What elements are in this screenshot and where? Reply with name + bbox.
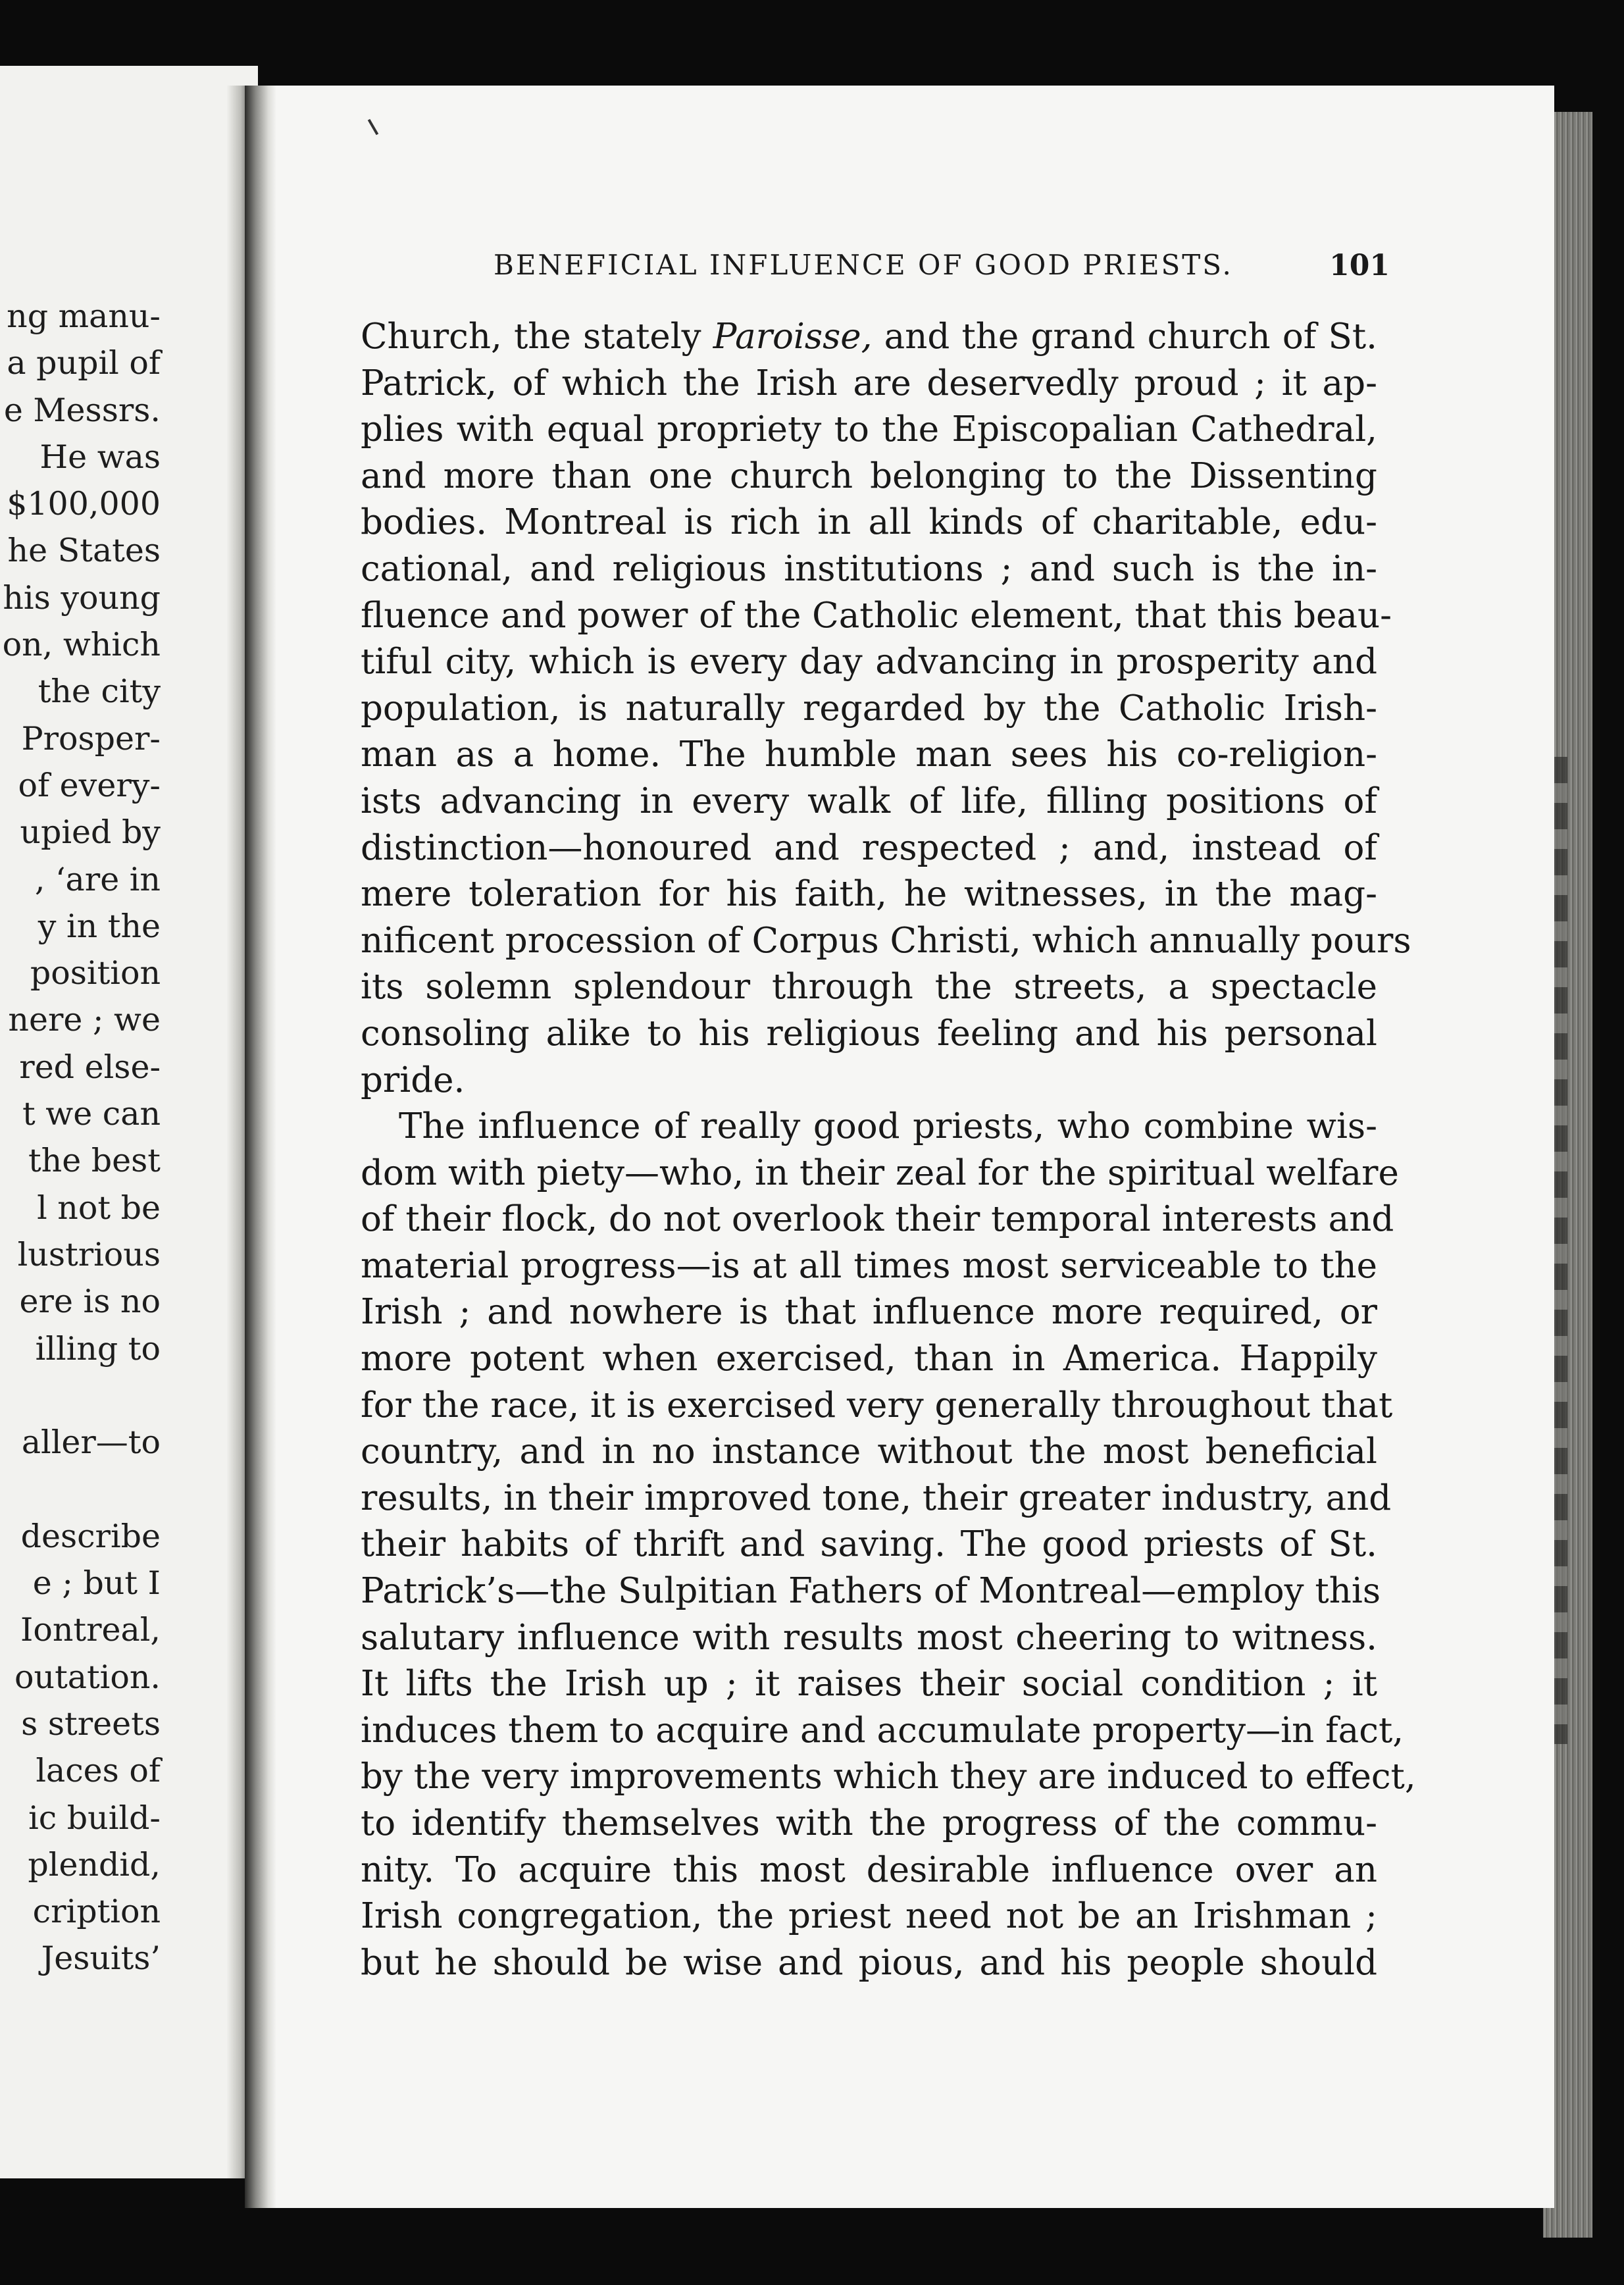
text-line: by the very improvements which they are induced to effect, bbox=[361, 1757, 1416, 1797]
facing-page-line: position bbox=[30, 954, 161, 992]
italic-word: Paroisse, bbox=[713, 317, 873, 357]
text-line bbox=[361, 314, 1377, 361]
facing-page-line: illing to bbox=[35, 1329, 161, 1368]
facing-page-text bbox=[0, 293, 161, 1982]
text-line: fluence and power of the Catholic element, that this beau- bbox=[361, 595, 1392, 636]
text-line: its solemn splendour through the streets, a spectacle bbox=[361, 967, 1377, 1008]
facing-page-line: nere ; we bbox=[8, 1001, 161, 1039]
text-line: their habits of thrift and saving. The good priests of St. bbox=[361, 1524, 1377, 1565]
text-line: distinction—honoured and respected ; and, instead of bbox=[361, 827, 1377, 868]
facing-page-line: , ‘are in bbox=[34, 860, 161, 898]
facing-page-line: y in the bbox=[38, 907, 161, 945]
facing-page-line: e Messrs. bbox=[3, 391, 161, 429]
text-line: man as a home. The humble man sees his co-religion- bbox=[361, 734, 1377, 775]
facing-page-line: He was bbox=[39, 438, 161, 476]
text-line: consoling alike to his religious feeling and his personal bbox=[361, 1013, 1377, 1054]
facing-page-line: upied by bbox=[20, 813, 161, 852]
text-line: and more than one church belonging to the Dissenting bbox=[361, 455, 1377, 496]
text-line-segment: and the grand church of St. bbox=[872, 317, 1377, 357]
facing-page-line: his young bbox=[3, 578, 161, 617]
text-line: nificent procession of Corpus Christi, which annually pours bbox=[361, 920, 1411, 961]
facing-page-line: lustrious bbox=[17, 1235, 161, 1273]
facing-page-line: red else- bbox=[19, 1048, 161, 1086]
page-header bbox=[494, 249, 1390, 288]
facing-page-line: outation. bbox=[14, 1658, 161, 1696]
text-line: The influence of really good priests, who combine wis- bbox=[399, 1106, 1377, 1147]
text-line: plies with equal propriety to the Episcopalian Cathedral, bbox=[361, 409, 1377, 450]
facing-page-line: of every- bbox=[18, 766, 161, 804]
facing-page-line: laces of bbox=[36, 1752, 161, 1790]
facing-page-line: the city bbox=[38, 673, 161, 711]
facing-page-line: the best bbox=[28, 1142, 161, 1180]
facing-page-line: Iontreal, bbox=[20, 1611, 161, 1649]
text-line: induces them to acquire and accumulate property—in fact, bbox=[361, 1710, 1404, 1751]
text-line: more potent when exercised, than in America. Happily bbox=[361, 1339, 1377, 1379]
facing-page-line: Prosper- bbox=[21, 719, 161, 757]
page-number: 101 bbox=[1329, 249, 1390, 282]
text-line: material progress—is at all times most serviceable to the bbox=[361, 1245, 1377, 1286]
text-line-segment: Church, the stately bbox=[361, 317, 713, 357]
facing-page-line: a pupil of bbox=[7, 344, 161, 382]
text-line: population, is naturally regarded by the Catholic Irish- bbox=[361, 688, 1377, 729]
facing-page-line bbox=[0, 1372, 161, 1419]
text-line: nity. To acquire this most desirable influence over an bbox=[361, 1849, 1377, 1890]
facing-page bbox=[0, 66, 258, 2178]
facing-page-line: aller—to bbox=[21, 1424, 161, 1462]
running-head: BENEFICIAL INFLUENCE OF GOOD PRIESTS. bbox=[494, 249, 1233, 281]
text-line: Irish congregation, the priest need not be an Irishman ; bbox=[361, 1896, 1377, 1937]
text-line: ists advancing in every walk of life, filling positions of bbox=[361, 781, 1377, 821]
text-line: Irish ; and nowhere is that influence more required, or bbox=[361, 1292, 1377, 1333]
text-line: bodies. Montreal is rich in all kinds of charitable, edu- bbox=[361, 502, 1377, 543]
text-line: mere toleration for his faith, he witnesses, in the mag- bbox=[361, 874, 1377, 915]
text-line: dom with piety—who, in their zeal for the spiritual welfare bbox=[361, 1152, 1399, 1193]
text-line: It lifts the Irish up ; it raises their social condition ; it bbox=[361, 1664, 1377, 1705]
facing-page-line bbox=[0, 1466, 161, 1512]
facing-page-line: on, which bbox=[2, 626, 161, 664]
text-line: tiful city, which is every day advancing in prosperity and bbox=[361, 642, 1377, 682]
facing-page-line: $100,000 bbox=[7, 485, 161, 523]
text-line: to identify themselves with the progress of the commu- bbox=[361, 1803, 1377, 1843]
text-line: but he should be wise and pious, and his people should bbox=[361, 1942, 1377, 1983]
main-page-gutter-shadow bbox=[245, 86, 276, 2208]
facing-page-line: he States bbox=[7, 532, 161, 570]
body-text bbox=[361, 314, 1416, 1986]
facing-page-line: s streets bbox=[21, 1705, 161, 1743]
text-line: cational, and religious institutions ; and such is the in- bbox=[361, 548, 1377, 589]
text-line: for the race, it is exercised very generally throughout that bbox=[361, 1385, 1393, 1425]
facing-page-line: ere is no bbox=[19, 1283, 161, 1321]
text-line: Patrick, of which the Irish are deservedly proud ; it ap- bbox=[361, 363, 1377, 403]
facing-page-line: l not be bbox=[37, 1189, 161, 1227]
page-edges-detail bbox=[1553, 757, 1567, 1744]
facing-page-line: e ; but I bbox=[32, 1564, 161, 1603]
facing-page-line: t we can bbox=[22, 1095, 161, 1133]
text-line: of their flock, do not overlook their temporal interests and bbox=[361, 1199, 1394, 1240]
facing-page-line: cription bbox=[32, 1893, 161, 1931]
facing-page-line: plendid, bbox=[28, 1845, 161, 1884]
text-line: salutary influence with results most cheering to witness. bbox=[361, 1617, 1377, 1658]
facing-page-line: ng manu- bbox=[7, 297, 161, 335]
text-line: country, and in no instance without the most beneficial bbox=[361, 1431, 1377, 1472]
facing-page-line: ic build- bbox=[28, 1799, 161, 1837]
text-line: Patrick’s—the Sulpitian Fathers of Montreal—employ this bbox=[361, 1571, 1381, 1612]
text-line: pride. bbox=[361, 1060, 465, 1100]
facing-page-line: Jesuits’ bbox=[41, 1939, 161, 1978]
text-line: results, in their improved tone, their greater industry, and bbox=[361, 1477, 1392, 1518]
facing-page-line: describe bbox=[20, 1517, 161, 1555]
